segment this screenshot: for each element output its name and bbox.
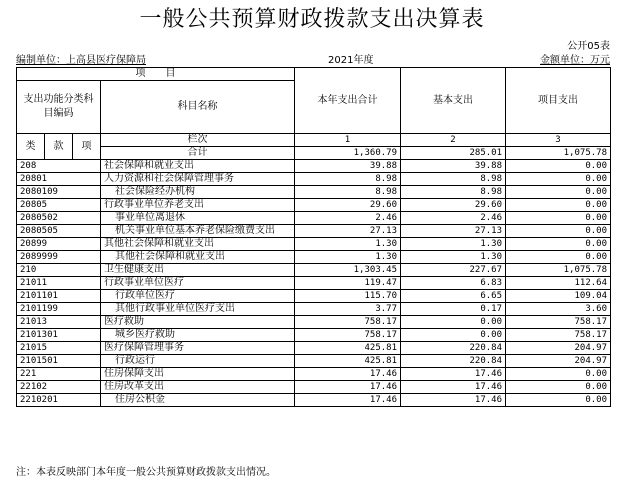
row-total: 29.60	[295, 199, 401, 212]
table-row	[17, 316, 611, 329]
row-subject: 住房改革支出	[101, 381, 295, 394]
row-code: 21015	[17, 342, 101, 355]
header-project: 项 目	[17, 68, 295, 81]
meta-row	[16, 54, 610, 67]
row-total: 1,303.45	[295, 264, 401, 277]
row-code: 221	[17, 368, 101, 381]
row-code: 2101501	[17, 355, 101, 368]
row-basic: 1.30	[401, 238, 506, 251]
reporting-unit	[16, 54, 146, 67]
row-subject: 其他社会保障和就业支出	[101, 238, 295, 251]
table-row	[17, 303, 611, 316]
fiscal-year: 2021年度	[328, 55, 374, 66]
header-xiang: 项	[73, 134, 101, 160]
header-lanci: 栏次	[101, 134, 295, 147]
table-row	[17, 173, 611, 186]
row-project: 3.60	[506, 303, 611, 316]
row-project: 0.00	[506, 212, 611, 225]
table-row	[17, 368, 611, 381]
header-kuan: 款	[45, 134, 73, 160]
row-basic: 0.00	[401, 329, 506, 342]
header-func-code: 支出功能分类科目编码	[17, 81, 101, 134]
row-total: 8.98	[295, 173, 401, 186]
table-row	[17, 199, 611, 212]
total-total: 1,360.79	[295, 147, 401, 160]
row-project: 0.00	[506, 368, 611, 381]
row-total: 425.81	[295, 342, 401, 355]
row-code: 22102	[17, 381, 101, 394]
row-code: 21013	[17, 316, 101, 329]
row-subject: 医疗救助	[101, 316, 295, 329]
table-row	[17, 186, 611, 199]
row-subject: 行政运行	[101, 355, 295, 368]
row-basic: 0.17	[401, 303, 506, 316]
header-col-basic: 基本支出	[401, 68, 506, 134]
table-row	[17, 277, 611, 290]
row-subject: 行政事业单位医疗	[101, 277, 295, 290]
row-project: 0.00	[506, 251, 611, 264]
footnote: 注：本表反映部门本年度一般公共预算财政拨款支出情况。	[16, 467, 276, 478]
row-total: 1.30	[295, 238, 401, 251]
row-code: 2101199	[17, 303, 101, 316]
table-row	[17, 381, 611, 394]
reporting-unit-name: 上高县医疗保障局	[66, 55, 146, 66]
row-subject: 机关事业单位基本养老保险缴费支出	[101, 225, 295, 238]
row-code: 208	[17, 160, 101, 173]
row-code: 20801	[17, 173, 101, 186]
row-subject: 社会保险经办机构	[101, 186, 295, 199]
row-total: 17.46	[295, 368, 401, 381]
row-basic: 2.46	[401, 212, 506, 225]
row-basic: 8.98	[401, 173, 506, 186]
row-project: 1,075.78	[506, 264, 611, 277]
row-total: 425.81	[295, 355, 401, 368]
row-subject: 医疗保障管理事务	[101, 342, 295, 355]
row-subject: 住房公积金	[101, 394, 295, 407]
row-subject: 行政事业单位养老支出	[101, 199, 295, 212]
form-code: 公开05表	[567, 41, 610, 52]
row-project: 0.00	[506, 199, 611, 212]
reporting-unit-label: 编制单位：	[16, 55, 66, 66]
row-project: 0.00	[506, 238, 611, 251]
row-project: 0.00	[506, 160, 611, 173]
row-code: 2101301	[17, 329, 101, 342]
row-basic: 1.30	[401, 251, 506, 264]
table-row	[17, 264, 611, 277]
header-lei: 类	[17, 134, 45, 160]
row-total: 27.13	[295, 225, 401, 238]
row-total: 8.98	[295, 186, 401, 199]
row-project: 0.00	[506, 394, 611, 407]
total-row	[17, 147, 611, 160]
row-basic: 0.00	[401, 316, 506, 329]
table-row	[17, 290, 611, 303]
row-subject: 事业单位离退休	[101, 212, 295, 225]
row-subject: 行政单位医疗	[101, 290, 295, 303]
row-code: 2080502	[17, 212, 101, 225]
row-basic: 6.65	[401, 290, 506, 303]
row-total: 758.17	[295, 329, 401, 342]
row-basic: 6.83	[401, 277, 506, 290]
table-row	[17, 342, 611, 355]
row-code: 2089999	[17, 251, 101, 264]
row-code: 20805	[17, 199, 101, 212]
row-basic: 17.46	[401, 368, 506, 381]
table-row	[17, 355, 611, 368]
header-row-4	[17, 134, 611, 147]
total-basic: 285.01	[401, 147, 506, 160]
row-basic: 17.46	[401, 394, 506, 407]
row-basic: 227.67	[401, 264, 506, 277]
row-total: 3.77	[295, 303, 401, 316]
table-row	[17, 329, 611, 342]
table-row	[17, 251, 611, 264]
row-total: 115.70	[295, 290, 401, 303]
row-project: 204.97	[506, 342, 611, 355]
table-row	[17, 238, 611, 251]
row-basic: 220.84	[401, 342, 506, 355]
header-col-num-3: 3	[506, 134, 611, 147]
row-total: 758.17	[295, 316, 401, 329]
row-project: 0.00	[506, 173, 611, 186]
row-basic: 17.46	[401, 381, 506, 394]
header-col-project: 项目支出	[506, 68, 611, 134]
row-code: 20899	[17, 238, 101, 251]
row-code: 210	[17, 264, 101, 277]
table-row	[17, 212, 611, 225]
header-col-total: 本年支出合计	[295, 68, 401, 134]
header-subject-name: 科目名称	[101, 81, 295, 134]
row-code: 2080505	[17, 225, 101, 238]
row-subject: 社会保障和就业支出	[101, 160, 295, 173]
row-subject: 其他行政事业单位医疗支出	[101, 303, 295, 316]
row-subject: 其他社会保障和就业支出	[101, 251, 295, 264]
row-basic: 220.84	[401, 355, 506, 368]
row-subject: 住房保障支出	[101, 368, 295, 381]
table-row	[17, 394, 611, 407]
row-total: 2.46	[295, 212, 401, 225]
row-total: 17.46	[295, 394, 401, 407]
header-col-num-2: 2	[401, 134, 506, 147]
total-project: 1,075.78	[506, 147, 611, 160]
page-title: 一般公共预算财政拨款支出决算表	[139, 7, 485, 32]
row-total: 119.47	[295, 277, 401, 290]
row-total: 1.30	[295, 251, 401, 264]
row-total: 17.46	[295, 381, 401, 394]
amount-unit: 金额单位：万元	[540, 55, 610, 66]
table-row	[17, 225, 611, 238]
row-project: 0.00	[506, 225, 611, 238]
header-row-1	[17, 68, 611, 81]
row-subject: 人力资源和社会保障管理事务	[101, 173, 295, 186]
row-subject: 卫生健康支出	[101, 264, 295, 277]
row-basic: 27.13	[401, 225, 506, 238]
row-basic: 29.60	[401, 199, 506, 212]
row-project: 758.17	[506, 329, 611, 342]
row-project: 758.17	[506, 316, 611, 329]
row-code: 2101101	[17, 290, 101, 303]
row-total: 39.88	[295, 160, 401, 173]
row-project: 0.00	[506, 186, 611, 199]
row-project: 0.00	[506, 381, 611, 394]
header-col-num-1: 1	[295, 134, 401, 147]
row-code: 2210201	[17, 394, 101, 407]
row-code: 2080109	[17, 186, 101, 199]
row-basic: 8.98	[401, 186, 506, 199]
row-basic: 39.88	[401, 160, 506, 173]
expenditure-table	[16, 67, 611, 407]
total-label: 合计	[101, 147, 295, 160]
row-project: 112.64	[506, 277, 611, 290]
row-code: 21011	[17, 277, 101, 290]
row-project: 204.97	[506, 355, 611, 368]
row-subject: 城乡医疗救助	[101, 329, 295, 342]
row-project: 109.04	[506, 290, 611, 303]
table-row	[17, 160, 611, 173]
